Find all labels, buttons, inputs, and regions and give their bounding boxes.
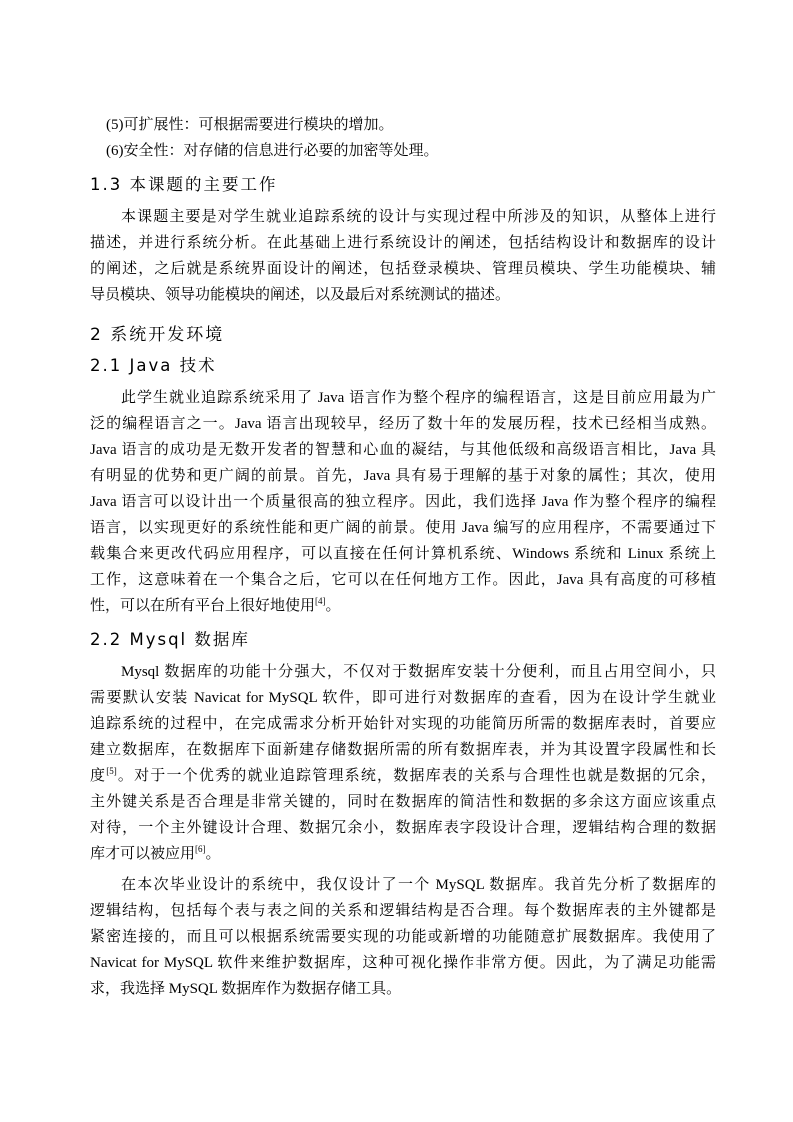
citation: [4] xyxy=(315,596,326,606)
page-content xyxy=(90,112,716,1007)
paragraph-main-work xyxy=(90,204,716,308)
text-line: 在本次毕业设计的系统中，我仅设计了一个 MySQL 数据库。我首先分析了数据库的 xyxy=(121,877,716,893)
text-line: 需要默认安装 Navicat for MySQL 软件，即可进行对数据库的查看，因为在设计学生就业 xyxy=(90,690,716,706)
text-line: 工作，这意味着在一个集合之后，它可以在任何地方工作。因此，Java 具有高度的可移植 xyxy=(90,572,716,588)
section-heading-2-1: 2.1 Java 技术 xyxy=(90,356,217,375)
text-line: Java 语言的成功是无数开发者的智慧和心血的凝结，与其他低级和高级语言相比，Java 具 xyxy=(90,442,716,458)
text-fragment: 。 xyxy=(205,846,221,862)
text-line: Java 语言可以设计出一个质量很高的独立程序。因此，我们选择 Java 作为整个程序的编程 xyxy=(90,494,716,510)
list-item-scalability: (5)可扩展性：可根据需要进行模块的增加。 xyxy=(106,117,394,133)
chapter-heading-2: 2 系统开发环境 xyxy=(90,325,225,345)
text-line: 泛的编程语言之一。Java 语言出现较早，经历了数十年的发展历程，技术已经相当成熟。 xyxy=(90,416,716,432)
text-line xyxy=(90,763,716,789)
text-line: 建立数据库，在数据库下面新建存储数据所需的所有数据库表，并为其设置字段属性和长 xyxy=(90,742,716,758)
text-fragment: 性，可以在所有平台上很好地使用 xyxy=(90,598,316,614)
text-fragment: 库才可以被应用 xyxy=(90,846,196,862)
text-fragment: 度 xyxy=(90,768,107,784)
text-line: 语言，以实现更好的系统性能和更广阔的前景。使用 Java 编写的应用程序，不需要通过下 xyxy=(90,520,716,536)
text-line: 对待，一个主外键设计合理、数据冗余小，数据库表字段设计合理，逻辑结构合理的数据 xyxy=(90,820,716,836)
text-line: 导员模块、领导功能模块的阐述，以及最后对系统测试的描述。 xyxy=(90,287,511,303)
list-item-security: (6)安全性：对存储的信息进行必要的加密等处理。 xyxy=(106,143,439,159)
text-line xyxy=(90,593,716,619)
section-heading-1-3: 1.3 本课题的主要工作 xyxy=(90,175,278,194)
text-line: 载集合来更改代码应用程序，可以直接在任何计算机系统、Windows 系统和 Linux 系统上 xyxy=(90,546,716,562)
text-line: 的阐述，之后就是系统界面设计的阐述，包括登录模块、管理员模块、学生功能模块、辅 xyxy=(90,261,716,277)
text-line: Mysql 数据库的功能十分强大，不仅对于数据库安装十分便利，而且占用空间小，只 xyxy=(121,664,716,680)
paragraph-mysql-2 xyxy=(90,872,716,1002)
citation: [6] xyxy=(195,844,206,854)
paragraph-java xyxy=(90,385,716,619)
text-line xyxy=(90,841,716,867)
text-line: 紧密连接的，而且可以根据系统需要实现的功能或新增的功能随意扩展数据库。我使用了 xyxy=(90,929,716,945)
text-line: 求，我选择 MySQL 数据库作为数据存储工具。 xyxy=(90,981,402,997)
text-line: 此学生就业追踪系统采用了 Java 语言作为整个程序的编程语言，这是目前应用最为广 xyxy=(121,390,716,406)
citation: [5] xyxy=(106,766,117,776)
text-line: 描述，并进行系统分析。在此基础上进行系统设计的阐述，包括结构设计和数据库的设计 xyxy=(90,235,716,251)
text-line: 有明显的优势和更广阔的前景。首先，Java 具有易于理解的基于对象的属性；其次，使用 xyxy=(90,468,716,484)
paragraph-mysql-1 xyxy=(90,659,716,867)
text-line: 主外键关系是否合理是非常关键的，同时在数据库的简洁性和数据的多余这方面应该重点 xyxy=(90,794,716,810)
text-line: 本课题主要是对学生就业追踪系统的设计与实现过程中所涉及的知识，从整体上进行 xyxy=(121,209,716,225)
section-heading-2-2: 2.2 Mysql 数据库 xyxy=(90,630,250,649)
text-line: 逻辑结构，包括每个表与表之间的关系和逻辑结构是否合理。每个数据库表的主外键都是 xyxy=(90,903,716,919)
text-line: 追踪系统的过程中，在完成需求分析开始针对实现的功能简历所需的数据库表时，首要应 xyxy=(90,716,716,732)
text-line: Navicat for MySQL 软件来维护数据库，这种可视化操作非常方便。因此，为了满足功能需 xyxy=(90,955,716,971)
text-fragment: 。 xyxy=(325,598,341,614)
text-fragment: 。对于一个优秀的就业追踪管理系统，数据库表的关系与合理性也就是数据的冗余， xyxy=(116,768,716,784)
